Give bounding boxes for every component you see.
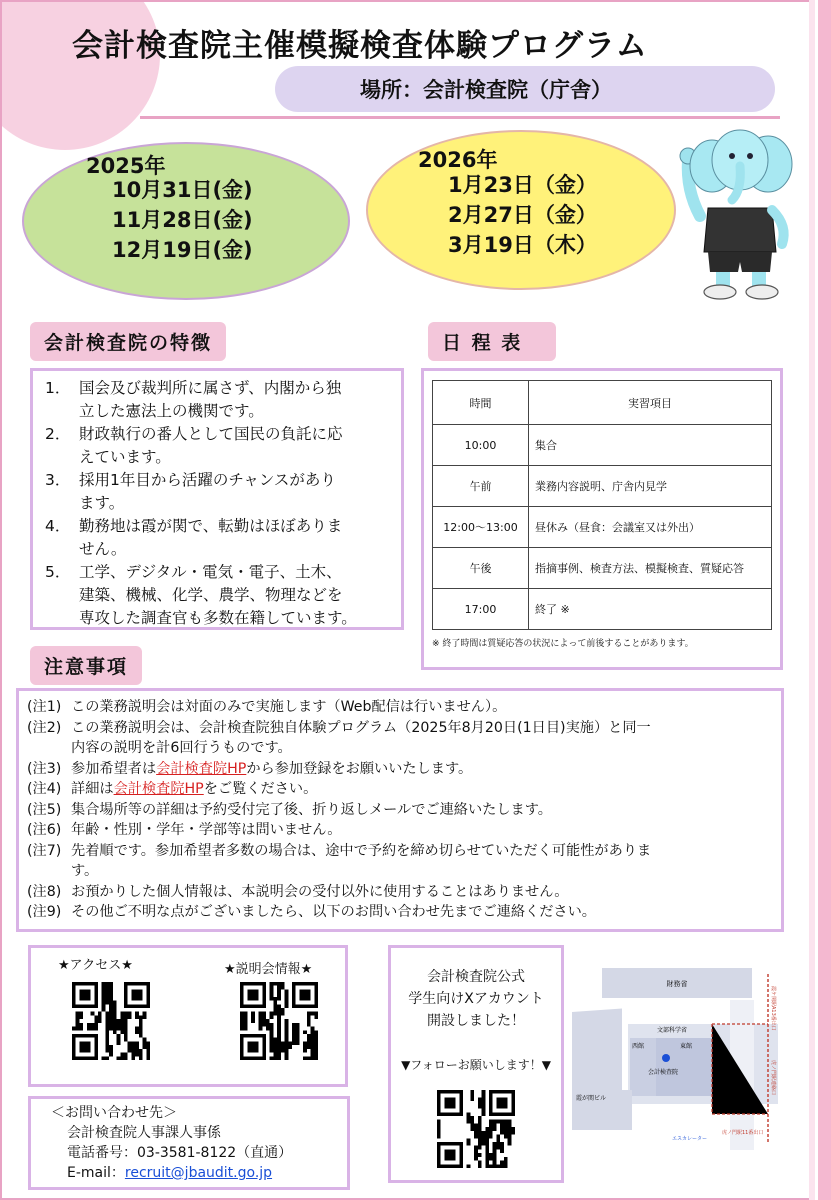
- notes-heading: 注意事項: [30, 646, 142, 685]
- note-item: [27, 882, 775, 903]
- row-item: 指摘事例、検査方法、模擬検査、質疑応答: [529, 548, 772, 589]
- note-text: す。: [71, 863, 99, 879]
- note-item: [27, 697, 775, 718]
- header-item: 実習項目: [529, 381, 772, 425]
- jbaudit-hp-link[interactable]: 会計検査院HP: [156, 760, 247, 777]
- x-line: 開設しました！: [427, 1013, 525, 1029]
- contact-heading: ＜お問い合わせ先＞: [51, 1105, 177, 1121]
- feature-text: 採用1年目から活躍のチャンスがあり: [79, 471, 336, 489]
- schedule-note: ※ 終了時間は質疑応答の状況によって前後することがあります。: [432, 639, 694, 649]
- feature-number: 3．: [45, 471, 71, 489]
- schedule-heading: 日 程 表: [428, 322, 556, 361]
- note-text: この業務説明会は、会計検査院独自体験プログラム（2025年8月20日(1日目)実施）と同一: [71, 719, 651, 736]
- feature-item: [45, 377, 391, 423]
- contact-box: [28, 1096, 350, 1190]
- header-time: 時間: [433, 381, 529, 425]
- contact-dept: 会計検査院人事課人事係: [67, 1125, 221, 1141]
- note-text: この業務説明会は対面のみで実施します（Web配信は行いません）。: [71, 699, 507, 715]
- note-text: 内容の説明を計6回行うものです。: [71, 740, 292, 756]
- feature-number: 1．: [45, 379, 71, 397]
- location-map: [572, 964, 786, 1154]
- note-text: 参加希望者は: [71, 760, 157, 777]
- note-item: [27, 902, 775, 923]
- note-item: [27, 759, 775, 780]
- date-item: 10月31日(金): [112, 178, 253, 202]
- map-label: 虎ノ門駅11番出口: [722, 1130, 764, 1136]
- note-text: 年齢・性別・学年・学部等は問いません。: [71, 822, 342, 838]
- feature-text: 勤務地は霞が関で、転勤はほぼありま: [79, 517, 343, 535]
- right-stripe-decoration: [809, 0, 831, 1200]
- feature-number: 4．: [45, 517, 71, 535]
- note-label: (注7): [27, 842, 62, 859]
- table-row: [433, 466, 772, 507]
- table-row: [433, 507, 772, 548]
- note-label: (注9): [27, 904, 62, 920]
- features-box: [30, 368, 404, 630]
- row-time: 午前: [433, 466, 529, 507]
- note-label: (注6): [27, 822, 62, 838]
- map-label: 虎ノ門駅連絡口: [770, 1060, 776, 1096]
- note-item: [27, 718, 775, 759]
- note-text: お預かりした個人情報は、本説明会の受付以外に使用することはありません。: [71, 883, 569, 900]
- access-qr-icon[interactable]: [72, 982, 150, 1060]
- feature-item: [45, 561, 391, 630]
- feature-text: せん。: [79, 540, 127, 558]
- note-text: 集合場所等の詳細は予約受付完了後、折り返しメールでご連絡いたします。: [71, 801, 552, 818]
- map-label: 東館: [680, 1043, 693, 1050]
- feature-item: [45, 469, 391, 515]
- schedule-box: [421, 368, 783, 670]
- elephant-mascot-icon: [672, 120, 802, 305]
- table-header-row: [433, 381, 772, 425]
- row-time: 10:00: [433, 425, 529, 466]
- note-label: (注5): [27, 801, 62, 818]
- x-account-text: [392, 966, 560, 1032]
- venue-text: 場所：会計検査院（庁舎）: [360, 78, 612, 102]
- note-text: 詳細は: [71, 781, 114, 797]
- table-row: [433, 548, 772, 589]
- feature-number: 2．: [45, 425, 71, 443]
- row-time: 午後: [433, 548, 529, 589]
- title-divider: [140, 116, 780, 119]
- note-label: (注1): [27, 699, 62, 715]
- contact-phone: 電話番号：03-3581-8122（直通）: [67, 1145, 293, 1161]
- note-text: その他ご不明な点がございましたら、以下のお問い合わせ先までご連絡ください。: [71, 904, 596, 920]
- feature-text: 財政執行の番人として国民の負託に応: [79, 425, 343, 443]
- page-title: 会計検査院主催模擬検査体験プログラム: [72, 28, 648, 64]
- date-item: 11月28日(金): [112, 208, 253, 232]
- jbaudit-hp-link[interactable]: 会計検査院HP: [113, 781, 204, 797]
- note-label: (注2): [27, 719, 62, 736]
- feature-text: 工学、デジタル・電気・電子、土木、: [79, 563, 342, 581]
- map-label: エスカレーター: [672, 1136, 708, 1142]
- info-label: ★説明会情報★: [224, 962, 313, 977]
- x-follow-text: ▼フォローお願いします！▼: [401, 1058, 551, 1072]
- access-label: ★アクセス★: [58, 958, 133, 973]
- map-label: 会計検査院: [648, 1069, 679, 1076]
- year-2026: 2026年: [418, 148, 498, 172]
- map-label: 西館: [632, 1043, 645, 1050]
- dates-2025-list: [112, 175, 253, 265]
- map-label: 霞ケ関駅A13番出口: [770, 986, 776, 1031]
- feature-text: 専攻した調査官も多数在籍しています。: [79, 609, 357, 627]
- map-label: 文部科学省: [656, 1027, 688, 1034]
- note-item: [27, 820, 775, 841]
- table-row: [433, 425, 772, 466]
- note-item: [27, 779, 775, 800]
- note-item: [27, 841, 775, 882]
- feature-number: 5．: [45, 563, 71, 581]
- note-label: (注3): [27, 760, 62, 777]
- feature-item: [45, 423, 391, 469]
- feature-text: 国会及び裁判所に属さず、内閣から独: [79, 379, 342, 397]
- schedule-table: [432, 380, 772, 630]
- date-item: 1月23日（金）: [448, 173, 597, 197]
- row-item: 昼休み（昼食：会議室又は外出）: [529, 507, 772, 548]
- note-label: (注4): [27, 781, 62, 797]
- date-item: 12月19日(金): [112, 238, 253, 262]
- x-line: 学生向けXアカウント: [408, 991, 544, 1007]
- year-2025: 2025年: [86, 154, 166, 178]
- dates-2026-list: [448, 170, 597, 260]
- date-item: 3月19日（木）: [448, 233, 597, 257]
- x-line: 会計検査院公式: [427, 969, 525, 985]
- note-label: (注8): [27, 883, 62, 900]
- x-account-qr-icon[interactable]: [437, 1090, 515, 1168]
- email-label: E-mail：: [67, 1165, 125, 1181]
- feature-text: ます。: [79, 494, 125, 512]
- features-heading: 会計検査院の特徴: [30, 322, 226, 361]
- feature-text: 立した憲法上の機関です。: [79, 402, 264, 420]
- note-item: [27, 800, 775, 821]
- date-item: 2月27日（金）: [448, 203, 597, 227]
- note-text: から参加登録をお願いいたします。: [246, 760, 473, 777]
- row-time: 12:00～13:00: [433, 507, 529, 548]
- notes-box: [16, 688, 784, 932]
- row-item: 業務内容説明、庁舎内見学: [529, 466, 772, 507]
- note-text: をご覧ください。: [203, 781, 318, 797]
- info-qr-icon[interactable]: [240, 982, 318, 1060]
- feature-text: えています。: [79, 448, 171, 466]
- table-row: [433, 589, 772, 630]
- row-item: 集合: [529, 425, 772, 466]
- feature-text: 建築、機械、化学、農学、物理などを: [79, 586, 343, 604]
- contact-email-link[interactable]: recruit@jbaudit.go.jp: [124, 1165, 273, 1181]
- row-item: 終了 ※: [529, 589, 772, 630]
- map-label: 霞が関ビル: [576, 1095, 607, 1102]
- map-label: 財務省: [666, 980, 688, 988]
- feature-item: [45, 515, 391, 561]
- note-text: 先着順です。参加希望者多数の場合は、途中で予約を締め切らせていただく可能性がありま: [71, 842, 652, 859]
- row-time: 17:00: [433, 589, 529, 630]
